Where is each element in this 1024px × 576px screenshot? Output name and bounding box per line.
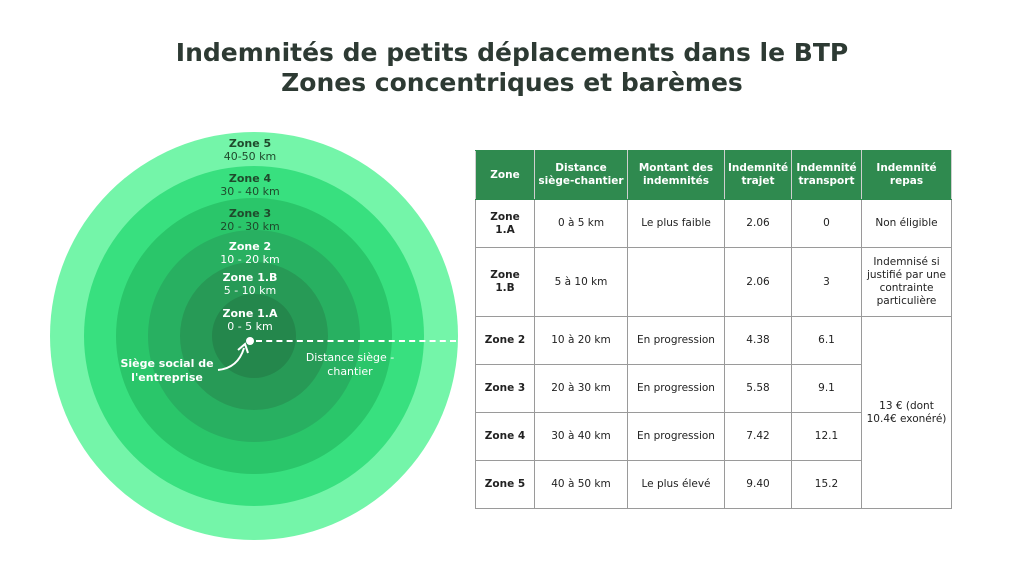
zone-3-label: Zone 3 20 - 30 km bbox=[220, 207, 280, 233]
cell-montant: Le plus élevé bbox=[628, 461, 725, 509]
cell-trajet: 9.40 bbox=[725, 461, 792, 509]
cell-trajet: 7.42 bbox=[725, 413, 792, 461]
page-title: Indemnités de petits déplacements dans le BTP bbox=[175, 38, 849, 67]
zone-5-label: Zone 5 40-50 km bbox=[223, 137, 277, 163]
cell-zone: Zone 5 bbox=[476, 461, 535, 509]
table-row bbox=[476, 317, 952, 365]
table-row bbox=[476, 248, 952, 317]
cell-transport: 0 bbox=[792, 200, 862, 248]
header-zone: Zone bbox=[476, 151, 535, 200]
cell-zone: Zone 1.A bbox=[476, 200, 535, 248]
distance-dashed-line bbox=[256, 340, 456, 342]
cell-distance: 0 à 5 km bbox=[535, 200, 628, 248]
cell-transport: 12.1 bbox=[792, 413, 862, 461]
allowances-table bbox=[475, 150, 952, 509]
cell-trajet: 2.06 bbox=[725, 248, 792, 317]
cell-repas: Indemnisé si justifié par une contrainte particulière bbox=[862, 248, 952, 317]
cell-montant: Le plus faible bbox=[628, 200, 725, 248]
cell-montant: En progression bbox=[628, 365, 725, 413]
cell-zone: Zone 2 bbox=[476, 317, 535, 365]
cell-zone: Zone 1.B bbox=[476, 248, 535, 317]
cell-trajet: 4.38 bbox=[725, 317, 792, 365]
table-row bbox=[476, 200, 952, 248]
header-trajet: Indemnité trajet bbox=[725, 151, 792, 200]
cell-distance: 40 à 50 km bbox=[535, 461, 628, 509]
header-distance: Distance siège-chantier bbox=[535, 151, 628, 200]
cell-transport: 9.1 bbox=[792, 365, 862, 413]
zone-1b-label: Zone 1.B 5 - 10 km bbox=[222, 271, 278, 297]
cell-trajet: 5.58 bbox=[725, 365, 792, 413]
zone-1a-label: Zone 1.A 0 - 5 km bbox=[222, 307, 278, 333]
cell-transport: 6.1 bbox=[792, 317, 862, 365]
cell-distance: 5 à 10 km bbox=[535, 248, 628, 317]
page-subtitle: Zones concentriques et barèmes bbox=[281, 68, 743, 97]
zone-2-label: Zone 2 10 - 20 km bbox=[220, 240, 280, 266]
cell-distance: 10 à 20 km bbox=[535, 317, 628, 365]
header-transport: Indemnité transport bbox=[792, 151, 862, 200]
cell-montant: En progression bbox=[628, 317, 725, 365]
cell-zone: Zone 4 bbox=[476, 413, 535, 461]
cell-transport: 3 bbox=[792, 248, 862, 317]
cell-trajet: 2.06 bbox=[725, 200, 792, 248]
distance-label: Distance siège - chantier bbox=[305, 351, 395, 378]
headquarters-label: Siège social de l'entreprise bbox=[120, 357, 214, 384]
cell-transport: 15.2 bbox=[792, 461, 862, 509]
cell-montant: En progression bbox=[628, 413, 725, 461]
cell-zone: Zone 3 bbox=[476, 365, 535, 413]
header-repas: Indemnité repas bbox=[862, 151, 952, 200]
zone-4-label: Zone 4 30 - 40 km bbox=[220, 172, 280, 198]
cell-repas-merged: 13 € (dont 10.4€ exonéré) bbox=[862, 317, 952, 509]
cell-repas: Non éligible bbox=[862, 200, 952, 248]
cell-montant bbox=[628, 248, 725, 317]
table-header-row bbox=[476, 151, 952, 200]
cell-distance: 20 à 30 km bbox=[535, 365, 628, 413]
header-montant: Montant des indemnités bbox=[628, 151, 725, 200]
cell-distance: 30 à 40 km bbox=[535, 413, 628, 461]
